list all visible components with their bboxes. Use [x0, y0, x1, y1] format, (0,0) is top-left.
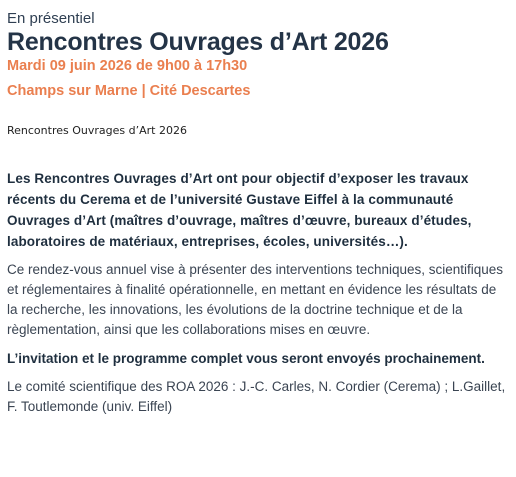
event-format-label: En présentiel: [7, 10, 95, 27]
description-paragraph: Ce rendez-vous annuel vise à présenter des interventions techniques, scientifiques et réglementaires à finalité opérationnelle, en mettant en évidence les résultats de la recherche, les innovations, les évolutions de la doctrine technique et de la règlementation, ainsi que les collaborations mises en œuvre.: [7, 262, 504, 337]
committee-paragraph: Le comité scientifique des ROA 2026 : J.-C. Carles, N. Cordier (Cerema) ; L.Gaillet, F. Toutlemonde (univ. Eiffel): [7, 379, 506, 414]
content-small-title: Rencontres Ouvrages d’Art 2026: [7, 124, 187, 137]
event-date: Mardi 09 juin 2026 de 9h00 à 17h30: [7, 58, 248, 74]
intro-paragraph: Les Rencontres Ouvrages d’Art ont pour objectif d’exposer les travaux récents du Cerema et de l’université Gustave Eiffel à la communauté Ouvrages d’Art (maîtres d’ouvrage, maîtres d’œuvre, bureaux d’études, laboratoires de matériaux, entreprises, écoles, universités…).: [7, 171, 472, 249]
invitation-note: L’invitation et le programme complet vous seront envoyés prochainement.: [7, 351, 485, 366]
page-title: Rencontres Ouvrages d’Art 2026: [7, 28, 389, 56]
event-location: Champs sur Marne | Cité Descartes: [7, 83, 251, 99]
event-page: [7, 10, 509, 417]
